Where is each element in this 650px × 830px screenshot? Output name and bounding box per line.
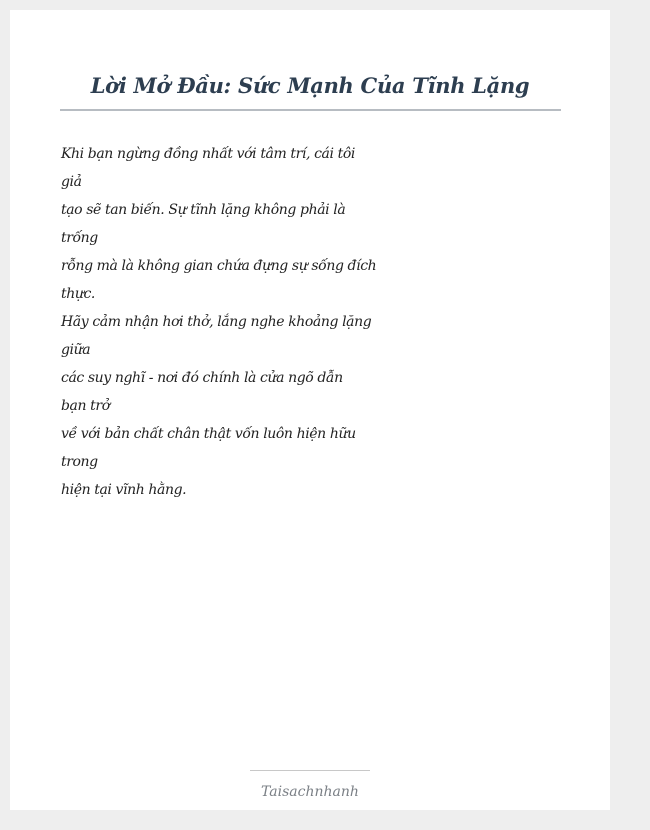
title-divider <box>60 109 561 111</box>
footer-divider <box>250 770 370 771</box>
body-line: giữa <box>61 342 91 358</box>
body-line: trong <box>61 454 98 470</box>
body-line: Hãy cảm nhận hơi thở, lắng nghe khoảng lặng <box>61 314 372 330</box>
footer-brand: Taisachnhanh <box>261 784 359 800</box>
page-title: Lời Mở Đầu: Sức Mạnh Của Tĩnh Lặng <box>90 73 530 98</box>
body-paragraph <box>61 140 377 504</box>
body-line: tạo sẽ tan biến. Sự tĩnh lặng không phải là <box>61 202 346 218</box>
body-line: bạn trở <box>61 398 110 414</box>
document-page <box>10 10 610 810</box>
body-line: Khi bạn ngừng đồng nhất với tâm trí, cái tôi <box>61 146 355 162</box>
body-line: giả <box>61 174 82 190</box>
body-line: về với bản chất chân thật vốn luôn hiện hữu <box>61 426 356 442</box>
body-line: các suy nghĩ - nơi đó chính là cửa ngõ dẫn <box>61 370 343 386</box>
body-line: trống <box>61 230 98 246</box>
body-line: thực. <box>61 286 95 302</box>
body-line: hiện tại vĩnh hằng. <box>61 482 187 498</box>
body-line: rỗng mà là không gian chứa đựng sự sống đích <box>61 258 377 274</box>
